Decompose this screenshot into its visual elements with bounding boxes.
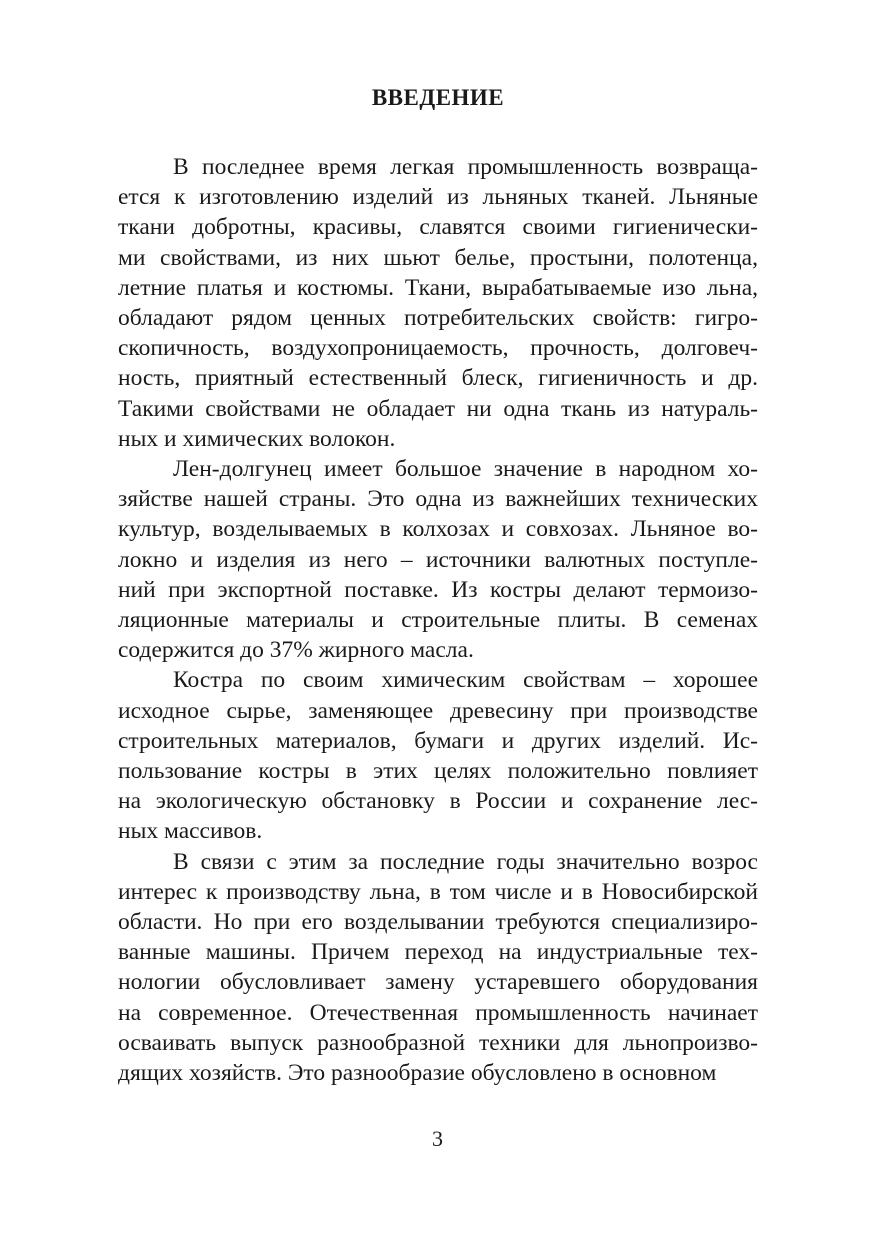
text-line: на современное. Отечественная промышленность начинает — [118, 999, 758, 1026]
text-line: культур, возделываемых в колхозах и совхозах. Льняное во- — [118, 516, 758, 543]
text-line: содержится до 37% жирного масла. — [118, 637, 474, 664]
text-line: на экологическую обстановку в России и сохранение лес- — [118, 788, 758, 815]
page-content — [118, 84, 758, 1088]
chapter-title: ВВЕДЕНИЕ — [371, 85, 505, 110]
body-text — [118, 152, 758, 1088]
text-line: интерес к производству льна, в том числе и в Новосибирской — [118, 878, 758, 905]
text-line: осваивать выпуск разнообразной техники для льнопроизво- — [118, 1029, 758, 1056]
text-line: ность, приятный естественный блеск, гигиеничность и др. — [118, 365, 758, 392]
page-number: 3 — [432, 1126, 443, 1151]
text-line: обладают рядом ценных потребительских свойств: гигро- — [118, 305, 758, 332]
text-line: ми свойствами, из них шьют белье, простыни, полотенца, — [118, 244, 758, 271]
text-line: летние платья и костюмы. Ткани, вырабатываемые изо льна, — [118, 274, 758, 301]
text-line: дящих хозяйств. Это разнообразие обусловлено в основном — [118, 1060, 717, 1087]
text-line: В последнее время легкая промышленность возвраща- — [173, 154, 758, 180]
text-line: Костра по своим химическим свойствам – хорошее — [173, 667, 758, 694]
paragraph — [118, 847, 758, 1089]
text-line: ляционные материалы и строительные плиты. В семенах — [118, 607, 758, 634]
text-line: строительных материалов, бумаги и других изделий. Ис- — [118, 727, 758, 754]
text-line: ных массивов. — [118, 818, 263, 845]
text-line: Лен-долгунец имеет большое значение в народном хо- — [173, 456, 758, 483]
text-line: локно и изделия из него – источники валютных поступле- — [118, 546, 758, 573]
text-line: ванные машины. Причем переход на индустриальные тех- — [118, 939, 758, 966]
text-line: нологии обусловливает замену устаревшего оборудования — [118, 969, 758, 996]
text-line: исходное сырье, заменяющее древесину при производстве — [118, 697, 758, 724]
text-line: ний при экспортной поставке. Из костры делают термоизо- — [118, 576, 758, 603]
paragraph — [118, 454, 758, 665]
text-line: области. Но при его возделывании требуются специализиро- — [118, 909, 758, 936]
text-line: Такими свойствами не обладает ни одна ткань из натураль- — [118, 395, 758, 422]
text-line: зяйстве нашей страны. Это одна из важнейших технических — [118, 486, 758, 513]
text-line: пользование костры в этих целях положительно повлияет — [118, 758, 758, 785]
paragraph — [118, 665, 758, 846]
paragraph — [118, 152, 758, 454]
text-line: ется к изготовлению изделий из льняных тканей. Льняные — [118, 184, 758, 211]
text-line: В связи с этим за последние годы значительно возрос — [173, 848, 758, 875]
text-line: ткани добротны, красивы, славятся своими гигиенически- — [118, 214, 758, 241]
text-line: скопичность, воздухопроницаемость, прочность, долговеч- — [118, 335, 758, 362]
text-line: ных и химических волокон. — [118, 425, 396, 452]
